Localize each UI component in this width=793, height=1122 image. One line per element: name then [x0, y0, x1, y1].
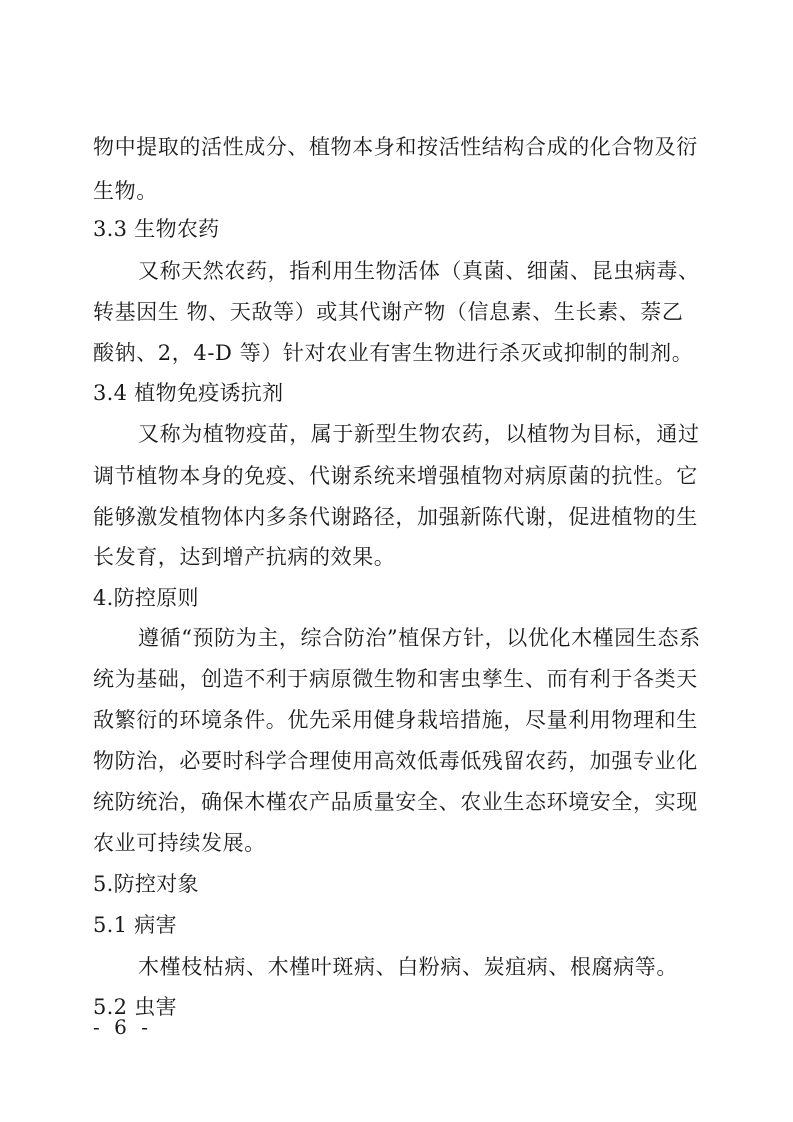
- body-text-line: 又称天然农药，指利用生物活体（真菌、细菌、昆虫病毒、: [138, 259, 700, 283]
- body-text-line: 农业可持续发展。: [93, 831, 266, 855]
- body-text-line: 能够激发植物体内多条代谢路径，加强新陈代谢，促进植物的生: [93, 505, 698, 529]
- body-text-line: 物中提取的活性成分、植物本身和按活性结构合成的化合物及衍: [93, 135, 698, 159]
- body-text-line: 酸钠、2，4-D 等）针对农业有害生物进行杀灭或抑制的制剂。: [93, 341, 694, 365]
- body-text-line: 物防治，必要时科学合理使用高效低毒低残留农药，加强专业化: [93, 749, 698, 773]
- body-text-line: 敌繁衍的环境条件。优先采用健身栽培措施，尽量利用物理和生: [93, 708, 698, 732]
- body-text-line: 调节植物本身的免疫、代谢系统来增强植物对病原菌的抗性。它: [93, 464, 698, 488]
- body-text-line: 长发育，达到增产抗病的效果。: [93, 545, 396, 569]
- section-heading-3-4: 3.4 植物免疫诱抗剂: [93, 381, 284, 405]
- section-heading-5: 5.防控对象: [93, 872, 199, 896]
- page-number: - 6 -: [93, 1015, 152, 1039]
- body-text-line: 遵循“预防为主，综合防治”植保方针，以优化木槿园生态系: [138, 626, 701, 650]
- body-text-line: 转基因生 物、天敌等）或其代谢产物（信息素、生长素、萘乙: [93, 300, 684, 324]
- section-heading-4: 4.防控原则: [93, 586, 199, 610]
- body-text-line: 生物。: [93, 179, 158, 203]
- section-heading-5-2: 5.2 虫害: [93, 995, 177, 1019]
- body-text-line: 木槿枝枯病、木槿叶斑病、白粉病、炭疽病、根腐病等。: [138, 955, 678, 979]
- body-text-line: 又称为植物疫苗，属于新型生物农药，以植物为目标，通过: [138, 422, 700, 446]
- section-heading-5-1: 5.1 病害: [93, 913, 177, 937]
- body-text-line: 统为基础，创造不利于病原微生物和害虫孳生、而有利于各类天: [93, 667, 698, 691]
- section-heading-3-3: 3.3 生物农药: [93, 217, 220, 241]
- body-text-line: 统防统治，确保木槿农产品质量安全、农业生态环境安全，实现: [93, 790, 698, 814]
